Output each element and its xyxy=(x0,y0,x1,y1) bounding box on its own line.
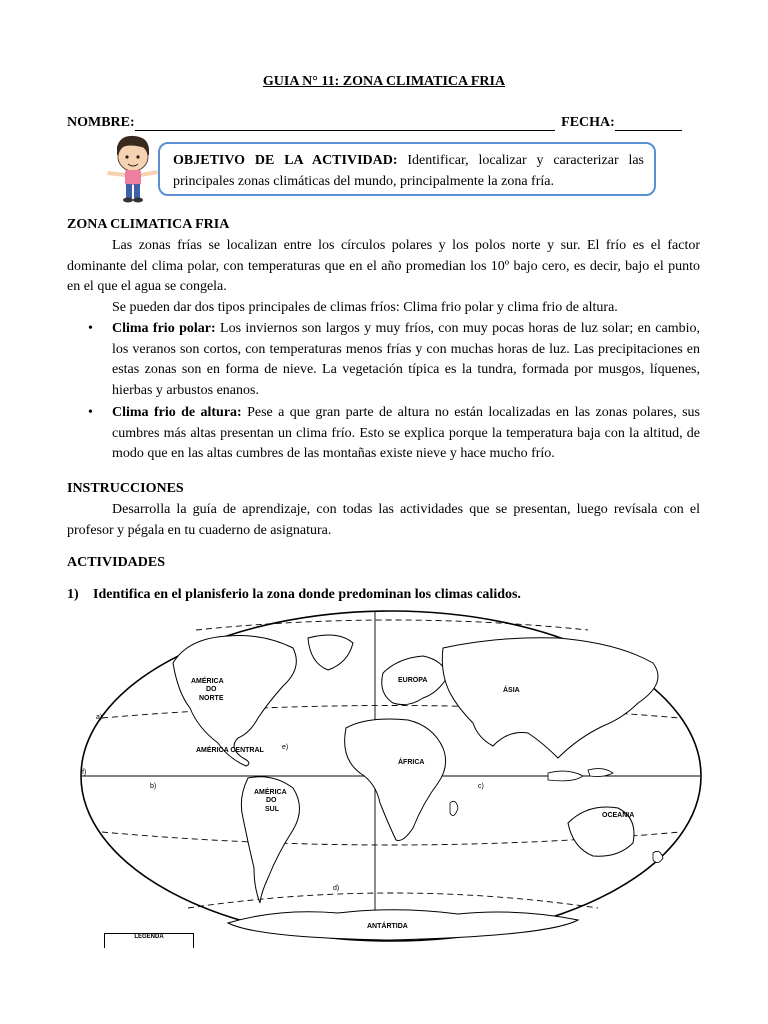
map-label-oceania: OCEANIA xyxy=(602,812,635,819)
zone-marker: b) xyxy=(150,783,157,790)
bullet-term: Clima frio polar: xyxy=(112,321,216,336)
section-paragraph-1: Las zonas frías se localizan entre los círculos polares y los polos norte y sur. El frío es el factor dominante del clima polar, con temperaturas que en el año promedian los 10º bajo cero, es decir, bajo el punto en el que el agua se congela. xyxy=(67,238,700,294)
map-label-south-america: AMÉRICA xyxy=(254,789,287,796)
list-item xyxy=(88,403,700,465)
map-label-antarctica: ANTÁRTIDA xyxy=(367,923,408,930)
bullet-term: Clima frio de altura: xyxy=(112,405,242,420)
map-label-north-america: NORTE xyxy=(199,695,224,702)
world-map[interactable] xyxy=(78,608,704,944)
instructions-heading: INSTRUCCIONES xyxy=(67,481,184,496)
map-label-south-america: DO xyxy=(266,797,277,804)
bullet-icon: • xyxy=(88,405,93,420)
map-label-north-america: AMÉRICA xyxy=(191,678,224,685)
list-item xyxy=(88,319,700,401)
activities-heading: ACTIVIDADES xyxy=(67,555,166,570)
bullet-text: Pese a que gran parte de altura no están localizadas en las zonas polares, sus cumbres más altas presentan un clima frío. Esto se explica porque la temperatura baja con la altitud, de modo que en las altas cumbres de las montañas existe nieve y hace mucho frío. xyxy=(112,405,700,461)
map-label-north-america: DO xyxy=(206,686,217,693)
map-label-south-america: SUL xyxy=(265,806,279,813)
map-label-asia: ÁSIA xyxy=(503,687,520,694)
objective-text: Identificar, localizar y caracterizar las principales zonas climáticas del mundo, principalmente la zona fría. xyxy=(173,153,644,189)
map-label-africa: ÁFRICA xyxy=(398,759,425,766)
zone-marker: a) xyxy=(96,714,103,721)
name-date-row xyxy=(67,115,692,131)
section-paragraph-2: Se pueden dar dos tipos principales de climas fríos: Clima frio polar y clima frio de altura. xyxy=(112,300,618,315)
section-heading: ZONA CLIMATICA FRIA xyxy=(67,217,230,232)
zone-marker: f) xyxy=(82,769,87,776)
activity-text: Identifica en el planisferio la zona donde predominan los climas calidos. xyxy=(93,587,521,602)
date-field-line[interactable] xyxy=(615,116,682,131)
page-title: GUIA N° 11: ZONA CLIMATICA FRIA xyxy=(262,74,506,89)
name-field-line[interactable] xyxy=(135,116,555,131)
date-label: FECHA: xyxy=(561,115,615,130)
zone-marker: c) xyxy=(478,783,484,790)
name-label: NOMBRE: xyxy=(67,115,135,130)
activity-1 xyxy=(67,587,521,603)
instructions-text: Desarrolla la guía de aprendizaje, con todas las actividades que se presentan, luego revísala con el profesor y pégala en tu cuaderno de asignatura. xyxy=(67,502,700,538)
objective-label: OBJETIVO DE LA ACTIVIDAD: xyxy=(173,153,398,168)
boy-illustration xyxy=(102,133,162,205)
map-legend-box xyxy=(104,933,194,948)
zone-marker: e) xyxy=(282,744,289,751)
bullet-icon: • xyxy=(88,321,93,336)
objective-box xyxy=(158,142,656,196)
bullet-text: Los inviernos son largos y muy fríos, con muy pocas horas de luz solar; en cambio, los veranos son cortos, con temperaturas menos frías y con muchas horas de luz. Las precipitaciones en estas zonas son en forma de nieve. La vegetación típica es la tundra, formada por musgos, líquenes, hierbas y arbustos enanos. xyxy=(112,321,700,398)
activity-number: 1) xyxy=(67,587,79,602)
legend-title: LEGENDA xyxy=(134,934,164,940)
map-label-central-america: AMÉRICA CENTRAL xyxy=(196,747,264,754)
map-label-europe: EUROPA xyxy=(398,677,428,684)
zone-marker: d) xyxy=(333,885,340,892)
